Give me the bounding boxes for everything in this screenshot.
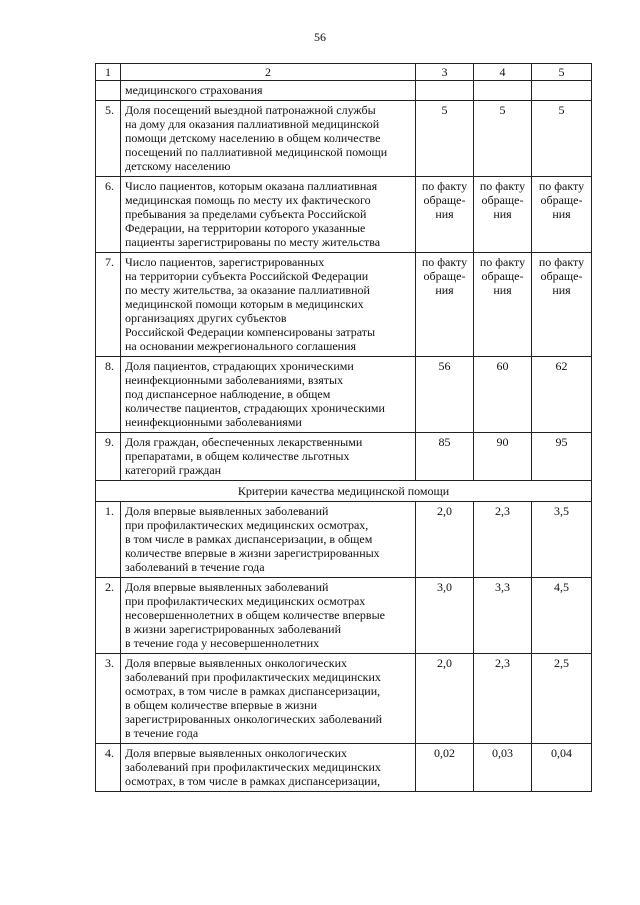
value-cell — [532, 177, 592, 253]
description-line: в общем количестве впервые в жизни — [125, 698, 317, 712]
description-line: неинфекционными заболеваниями — [125, 415, 302, 429]
value-cell: 2,0 — [416, 502, 474, 578]
value-cell: 3,3 — [474, 578, 532, 654]
description-line: детскому населению — [125, 159, 231, 173]
description-line: заболеваний в течение года — [125, 560, 265, 574]
description-line: в течение года у несовершеннолетних — [125, 636, 320, 650]
value-line: по факту — [479, 179, 526, 193]
value-line: обраще- — [423, 193, 466, 207]
description-line: осмотрах, в том числе в рамках диспансеризации, — [125, 774, 381, 788]
description-line: Доля впервые выявленных онкологических — [125, 746, 348, 760]
description-line: организациях других субъектов — [125, 311, 287, 325]
row-description — [121, 654, 416, 744]
table-row — [96, 502, 592, 578]
description-line: осмотрах, в том числе в рамках диспансеризации, — [125, 684, 381, 698]
description-line: Доля впервые выявленных онкологических — [125, 656, 348, 670]
row-number: 5. — [96, 101, 121, 177]
header-cell: 4 — [474, 64, 532, 81]
value-cell — [416, 253, 474, 357]
description-line: пребывания за пределами субъекта Российской — [125, 207, 367, 221]
table-row — [96, 433, 592, 481]
description-line: Доля впервые выявленных заболеваний — [125, 580, 329, 594]
description-line: под диспансерное наблюдение, в общем — [125, 387, 331, 401]
value-line: ния — [493, 207, 512, 221]
description-line: Федерации, на территории которого указанные — [125, 221, 366, 235]
description-line: зарегистрированных онкологических заболеваний — [125, 712, 383, 726]
description-line: медицинская помощь по месту их фактического — [125, 193, 371, 207]
value-cell — [416, 177, 474, 253]
description-line: посещений по паллиативной медицинской помощи — [125, 145, 388, 159]
row-description — [121, 253, 416, 357]
description-line: количестве впервые в жизни зарегистрированных — [125, 546, 380, 560]
value-line: по факту — [421, 179, 468, 193]
row-number: 7. — [96, 253, 121, 357]
value-cell: 2,3 — [474, 502, 532, 578]
description-line: пациенты зарегистрированы по месту жительства — [125, 235, 381, 249]
row-number: 3. — [96, 654, 121, 744]
value-cell: 60 — [474, 357, 532, 433]
value-line: ния — [552, 283, 571, 297]
description-line: Доля пациентов, страдающих хроническими — [125, 359, 354, 373]
header-cell: 2 — [121, 64, 416, 81]
row-number: 6. — [96, 177, 121, 253]
value-cell: 5 — [474, 101, 532, 177]
value-cell: 2,0 — [416, 654, 474, 744]
value-text — [478, 255, 527, 297]
value-line: ния — [435, 283, 454, 297]
row-description — [121, 433, 416, 481]
page-number: 56 — [314, 30, 326, 44]
value-text — [420, 179, 469, 221]
value-line: по факту — [538, 179, 585, 193]
description-line: Доля граждан, обеспеченных лекарственными — [125, 435, 363, 449]
value-line: ния — [493, 283, 512, 297]
row-description — [121, 578, 416, 654]
header-cell: 3 — [416, 64, 474, 81]
header-cell: 1 — [96, 64, 121, 81]
description-line: Число пациентов, зарегистрированных — [125, 255, 325, 269]
value-cell: 90 — [474, 433, 532, 481]
description-line: заболеваний при профилактических медицинских — [125, 760, 381, 774]
description-line: несовершеннолетних в общем количестве впервые — [125, 608, 385, 622]
value-cell: 5 — [416, 101, 474, 177]
description-line: при профилактических медицинских осмотрах — [125, 594, 366, 608]
description-line: категорий граждан — [125, 463, 222, 477]
description-line: в течение года — [125, 726, 199, 740]
row-description — [121, 177, 416, 253]
description-line: заболеваний при профилактических медицинских — [125, 670, 381, 684]
value-line: по факту — [421, 255, 468, 269]
value-cell: 3,0 — [416, 578, 474, 654]
row-number: 9. — [96, 433, 121, 481]
description-line: на основании межрегионального соглашения — [125, 339, 357, 353]
value-cell: 0,03 — [474, 744, 532, 792]
row-description — [121, 101, 416, 177]
description-line: по месту жительства, за оказание паллиативной — [125, 283, 370, 297]
value-cell: 95 — [532, 433, 592, 481]
header-row — [96, 64, 592, 81]
description-line: помощи детскому населению в общем количестве — [125, 131, 381, 145]
value-line: обраще- — [540, 193, 583, 207]
value-line: обраще- — [540, 269, 583, 283]
table-row — [96, 357, 592, 433]
row-number: 8. — [96, 357, 121, 433]
description-line: Число пациентов, которым оказана паллиативная — [125, 179, 378, 193]
table-row — [96, 253, 592, 357]
row-number: 1. — [96, 502, 121, 578]
section-row — [96, 481, 592, 502]
value-cell: 56 — [416, 357, 474, 433]
table-row — [96, 744, 592, 792]
description-line: на территории субъекта Российской Федерации — [125, 269, 369, 283]
row-description — [121, 502, 416, 578]
table-row — [96, 177, 592, 253]
value-cell: 5 — [532, 101, 592, 177]
value-line: обраще- — [481, 193, 524, 207]
value-cell: 85 — [416, 433, 474, 481]
table-row — [96, 654, 592, 744]
value-text — [536, 179, 587, 221]
row-description — [121, 744, 416, 792]
row-number: 2. — [96, 578, 121, 654]
description-line: Доля посещений выездной патронажной службы — [125, 103, 376, 117]
description-line: при профилактических медицинских осмотрах, — [125, 518, 369, 532]
continuation-row — [96, 81, 592, 101]
description-line: медицинской помощи которым в медицинских — [125, 297, 364, 311]
value-cell: 2,3 — [474, 654, 532, 744]
value-line: по факту — [479, 255, 526, 269]
value-cell: 3,5 — [532, 502, 592, 578]
description-line: Доля впервые выявленных заболеваний — [125, 504, 329, 518]
table-row — [96, 578, 592, 654]
criteria-table — [95, 63, 592, 792]
row-description — [121, 357, 416, 433]
value-cell: 0,04 — [532, 744, 592, 792]
value-line: обраще- — [423, 269, 466, 283]
value-cell — [474, 177, 532, 253]
value-text — [478, 179, 527, 221]
table-row — [96, 101, 592, 177]
description-line: в жизни зарегистрированных заболеваний — [125, 622, 342, 636]
value-cell: 2,5 — [532, 654, 592, 744]
continuation-text: медицинского страхования — [121, 81, 416, 101]
value-cell: 62 — [532, 357, 592, 433]
value-cell — [474, 253, 532, 357]
value-cell: 0,02 — [416, 744, 474, 792]
value-line: обраще- — [481, 269, 524, 283]
value-line: по факту — [538, 255, 585, 269]
value-line: ния — [552, 207, 571, 221]
description-line: количестве пациентов, страдающих хроническими — [125, 401, 385, 415]
value-cell — [532, 253, 592, 357]
header-cell: 5 — [532, 64, 592, 81]
description-line: препаратами, в общем количестве льготных — [125, 449, 350, 463]
row-number: 4. — [96, 744, 121, 792]
description-line: неинфекционными заболеваниями, взятых — [125, 373, 344, 387]
value-line: ния — [435, 207, 454, 221]
description-line: на дому для оказания паллиативной медицинской — [125, 117, 380, 131]
value-cell: 4,5 — [532, 578, 592, 654]
value-text — [420, 255, 469, 297]
description-line: в том числе в рамках диспансеризации, в общем — [125, 532, 373, 546]
section-title: Критерии качества медицинской помощи — [96, 481, 592, 502]
description-line: Российской Федерации компенсированы затраты — [125, 325, 376, 339]
value-text — [536, 255, 587, 297]
